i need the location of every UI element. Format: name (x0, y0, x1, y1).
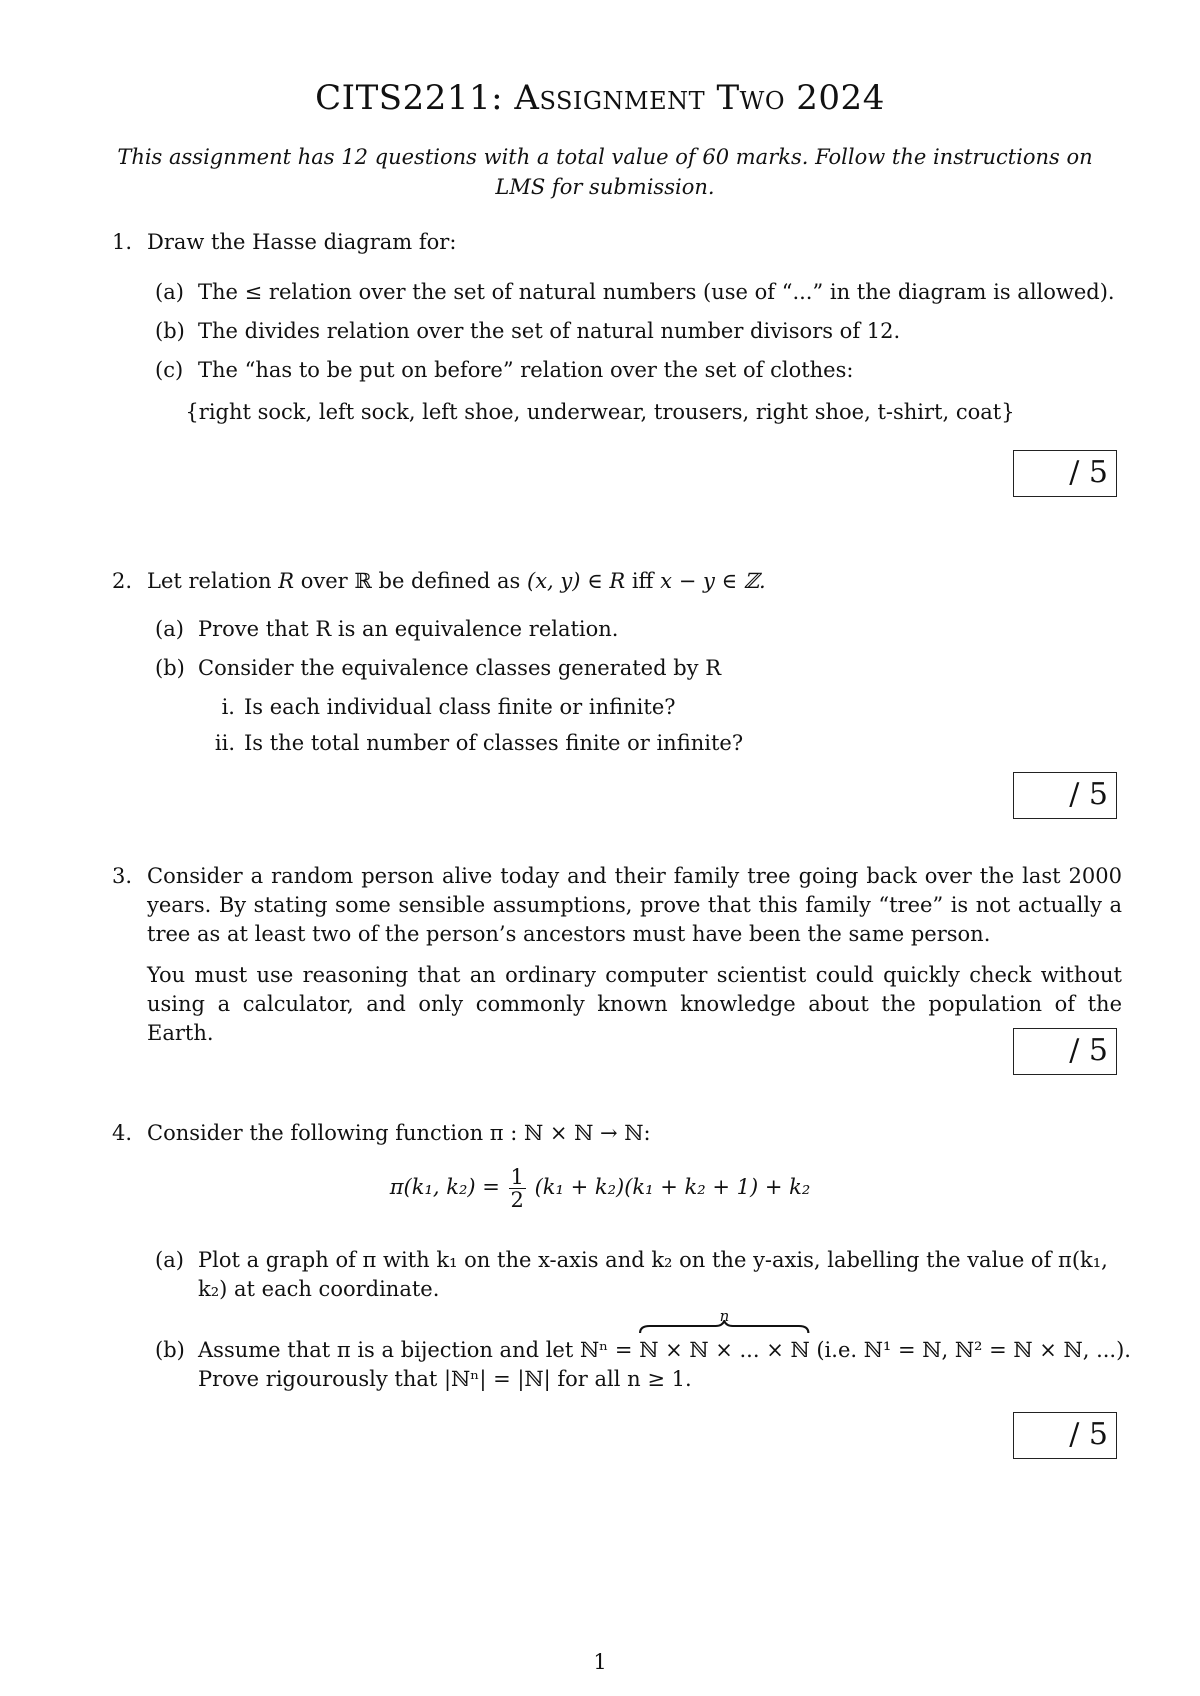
overbrace-icon (639, 1320, 809, 1334)
q4-equation (0, 1166, 1200, 1211)
q4-b-text: Assume that π is a bijection and let ℕⁿ = n ℕ × ℕ × ... × ℕ (i.e. ℕ¹ = ℕ, ℕ² = ℕ × ℕ, ...). Prove rigourously that |ℕⁿ| = |ℕ| for all n ≥ 1. (198, 1306, 1123, 1394)
q1-marks-box: / 5 (1013, 450, 1117, 497)
q1-number: 1. (112, 230, 133, 254)
q1-c-text: The “has to be put on before” relation over the set of clothes: (198, 358, 854, 382)
title-rest: Assignment Two 2024 (514, 78, 885, 118)
page-title (0, 78, 1200, 118)
q2-text: Let relation R over ℝ be defined as (x, y) ∈ R iff x − y ∈ ℤ. (147, 569, 766, 593)
intro-text: This assignment has 12 questions with a total value of 60 marks. Follow the instructions on LMS for submission. (117, 145, 1093, 199)
q2-marks-box: / 5 (1013, 772, 1117, 819)
q1-a-label: (a) (155, 280, 184, 304)
q4-number: 4. (112, 1121, 133, 1145)
q3-para-2: You must use reasoning that an ordinary computer scientist could quickly check without using a calculator, and only commonly known knowledge about the population of the Earth. (147, 963, 1122, 1045)
q4-marks-box: / 5 (1013, 1412, 1117, 1459)
q2-number: 2. (112, 569, 133, 593)
title-course: CITS2211: (315, 78, 504, 118)
q3-number: 3. (112, 864, 133, 888)
q1-c-label: (c) (155, 358, 184, 382)
q1-b-label: (b) (155, 319, 185, 343)
overbrace-group: n ℕ × ℕ × ... × ℕ (639, 1336, 809, 1365)
eq-fraction: $\frac{1}{2}$ (510, 1165, 524, 1212)
q1-b-text: The divides relation over the set of natural number divisors of 12. (198, 319, 901, 343)
eq-lhs: π(k₁, k₂) = (389, 1175, 500, 1199)
q4-text: Consider the following function π : ℕ × ℕ → ℕ: (147, 1121, 651, 1145)
q3-marks-box: / 5 (1013, 1028, 1117, 1075)
q1-a-text: The ≤ relation over the set of natural numbers (use of “...” in the diagram is allowed). (198, 280, 1115, 304)
eq-rhs: (k₁ + k₂)(k₁ + k₂ + 1) + k₂ (534, 1175, 811, 1199)
q3-para-1: Consider a random person alive today and their family tree going back over the last 2000 years. By stating some sensible assumptions, prove that this family “tree” is not actually a tree as at least two of the person’s ancestors must have been the same person. (147, 864, 1122, 946)
brace-label: n (719, 1307, 730, 1325)
page-number: 1 (593, 1650, 607, 1674)
q1-text: Draw the Hasse diagram for: (147, 230, 457, 254)
q1-clothes-set: {right sock, left sock, left shoe, underwear, trousers, right shoe, t-shirt, coat} (185, 400, 1015, 424)
